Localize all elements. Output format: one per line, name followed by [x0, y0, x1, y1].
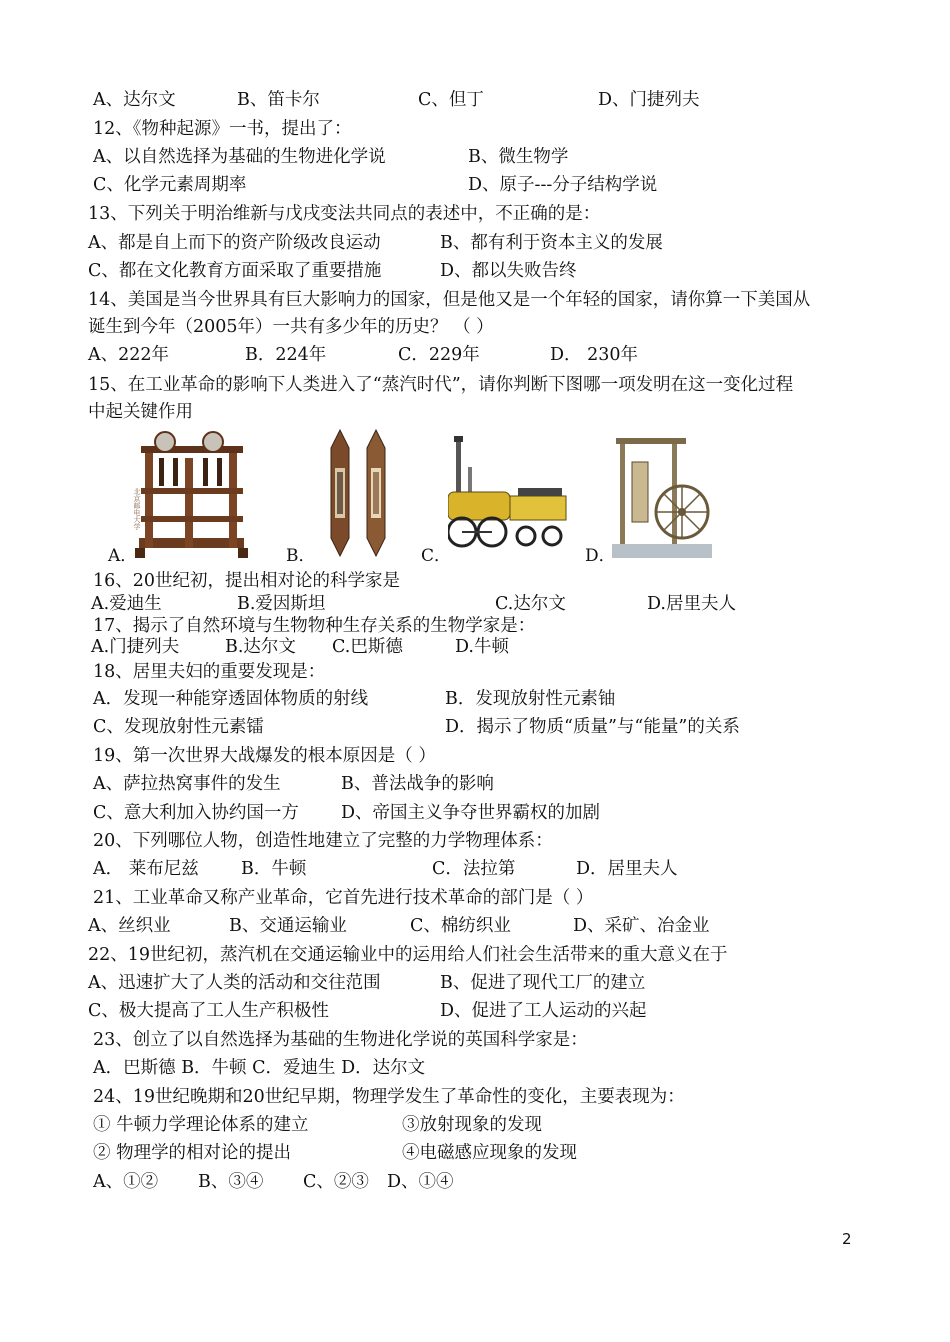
q17-stem: 17、揭示了自然环境与生物物种生存关系的生物学家是： [93, 616, 536, 636]
q20-option-c: C．法拉第 [432, 859, 516, 879]
q12-stem: 12、《物种起源》一书，提出了： [93, 119, 352, 139]
q23-stem: 23、创立了以自然选择为基础的生物进化学说的英国科学家是： [93, 1030, 588, 1050]
q12-option-a: A、以自然选择为基础的生物进化学说 [93, 147, 386, 167]
q15-image-label-b: B． [286, 546, 316, 566]
q19-option-b: B、普法战争的影响 [341, 774, 494, 794]
q16-option-a: A.爱迪生 [91, 594, 162, 614]
q13-option-a: A、都是自上而下的资产阶级改良运动 [88, 233, 381, 253]
flying-shuttle-image [322, 428, 394, 558]
q22-option-d: D、促进了工人运动的兴起 [440, 1001, 647, 1021]
q15-image-label-c: C． [421, 546, 452, 566]
q19-option-c: C、意大利加入协约国一方 [93, 803, 299, 823]
q24-item-4: ④电磁感应现象的发现 [402, 1143, 577, 1163]
q22-stem: 22、19世纪初，蒸汽机在交通运输业中的运用给人们社会生活带来的重大意义在于 [88, 945, 728, 965]
q15-stem-line1: 15、在工业革命的影响下人类进入了“蒸汽时代”，请你判断下图哪一项发明在这一变化过程 [88, 375, 794, 395]
q24-item-2: ② 物理学的相对论的提出 [93, 1143, 292, 1163]
q21-option-b: B、交通运输业 [229, 916, 347, 936]
image-watermark: 北京邮电大学 [133, 488, 141, 530]
q15-stem-line2: 中起关键作用 [88, 402, 193, 422]
q19-option-a: A、萨拉热窝事件的发生 [93, 774, 281, 794]
q12-option-d: D、原子---分子结构学说 [468, 175, 658, 195]
q23-options: A．巴斯德 B．牛顿 C．爱迪生 D．达尔文 [93, 1058, 426, 1078]
q18-option-a: A．发现一种能穿透固体物质的射线 [93, 689, 369, 709]
q14-option-d: D． 230年 [550, 345, 638, 365]
q14-stem-line2: 诞生到今年（2005年）一共有多少年的历史？ （ ） [88, 317, 494, 337]
q17-option-c: C.巴斯德 [332, 637, 403, 657]
q24-option-b: B、③④ [198, 1172, 264, 1192]
q11-option-c: C、但丁 [418, 90, 484, 110]
spinning-machine-image [133, 428, 250, 559]
q18-option-d: D．揭示了物质“质量”与“能量”的关系 [445, 717, 740, 737]
q24-item-1: ① 牛顿力学理论体系的建立 [93, 1115, 309, 1135]
q13-option-d: D、都以失败告终 [440, 261, 577, 281]
q22-option-c: C、极大提高了工人生产积极性 [88, 1001, 329, 1021]
q21-option-c: C、棉纺织业 [410, 916, 511, 936]
q13-stem: 13、下列关于明治维新与戊戌变法共同点的表述中，不正确的是： [88, 204, 601, 224]
q20-option-b: B．牛顿 [241, 859, 307, 879]
q14-stem-line1: 14、美国是当今世界具有巨大影响力的国家，但是他又是一个年轻的国家，请你算一下美国从 [88, 290, 811, 310]
q11-option-a: A、达尔文 [93, 90, 176, 110]
q21-option-d: D、采矿、冶金业 [573, 916, 710, 936]
page-number: 2 [842, 1230, 852, 1248]
q17-option-d: D.牛顿 [455, 637, 509, 657]
q18-stem: 18、居里夫妇的重要发现是： [93, 662, 326, 682]
q14-option-b: B．224年 [245, 345, 327, 365]
q20-stem: 20、下列哪位人物，创造性地建立了完整的力学物理体系： [93, 831, 553, 851]
q24-option-a: A、①② [93, 1172, 159, 1192]
q20-option-d: D．居里夫人 [576, 859, 678, 879]
q18-option-c: C、发现放射性元素镭 [93, 717, 264, 737]
q19-option-d: D、帝国主义争夺世界霸权的加剧 [341, 803, 601, 823]
q11-option-d: D、门捷列夫 [598, 90, 700, 110]
q16-stem: 16、20世纪初，提出相对论的科学家是 [93, 571, 401, 591]
q13-option-c: C、都在文化教育方面采取了重要措施 [88, 261, 382, 281]
q12-option-c: C、化学元素周期率 [93, 175, 247, 195]
q22-option-a: A、迅速扩大了人类的活动和交往范围 [88, 973, 381, 993]
steam-engine-image [612, 432, 712, 560]
q24-option-d: D、①④ [387, 1172, 454, 1192]
q16-option-d: D.居里夫人 [647, 594, 736, 614]
q24-stem: 24、19世纪晚期和20世纪早期，物理学发生了革命性的变化，主要表现为： [93, 1087, 685, 1107]
q13-option-b: B、都有利于资本主义的发展 [440, 233, 663, 253]
q21-stem: 21、工业革命又称产业革命，它首先进行技术革命的部门是（ ） [93, 888, 594, 908]
q19-stem: 19、第一次世界大战爆发的根本原因是（ ） [93, 746, 436, 766]
q24-item-3: ③放射现象的发现 [402, 1115, 542, 1135]
q16-option-b: B.爱因斯坦 [237, 594, 326, 614]
q12-option-b: B、微生物学 [468, 147, 569, 167]
q20-option-a: A． 莱布尼兹 [93, 859, 199, 879]
q22-option-b: B、促进了现代工厂的建立 [440, 973, 646, 993]
q15-image-label-a: A． [108, 546, 138, 566]
q17-option-b: B.达尔文 [225, 637, 296, 657]
q24-option-c: C、②③ [303, 1172, 369, 1192]
q15-image-label-d: D． [585, 546, 616, 566]
q16-option-c: C.达尔文 [495, 594, 566, 614]
q14-option-a: A、222年 [88, 345, 170, 365]
q11-option-b: B、笛卡尔 [237, 90, 320, 110]
q18-option-b: B．发现放射性元素铀 [445, 689, 616, 709]
steam-locomotive-image [448, 432, 568, 554]
q17-option-a: A.门捷列夫 [91, 637, 180, 657]
q14-option-c: C．229年 [398, 345, 480, 365]
q21-option-a: A、丝织业 [88, 916, 171, 936]
